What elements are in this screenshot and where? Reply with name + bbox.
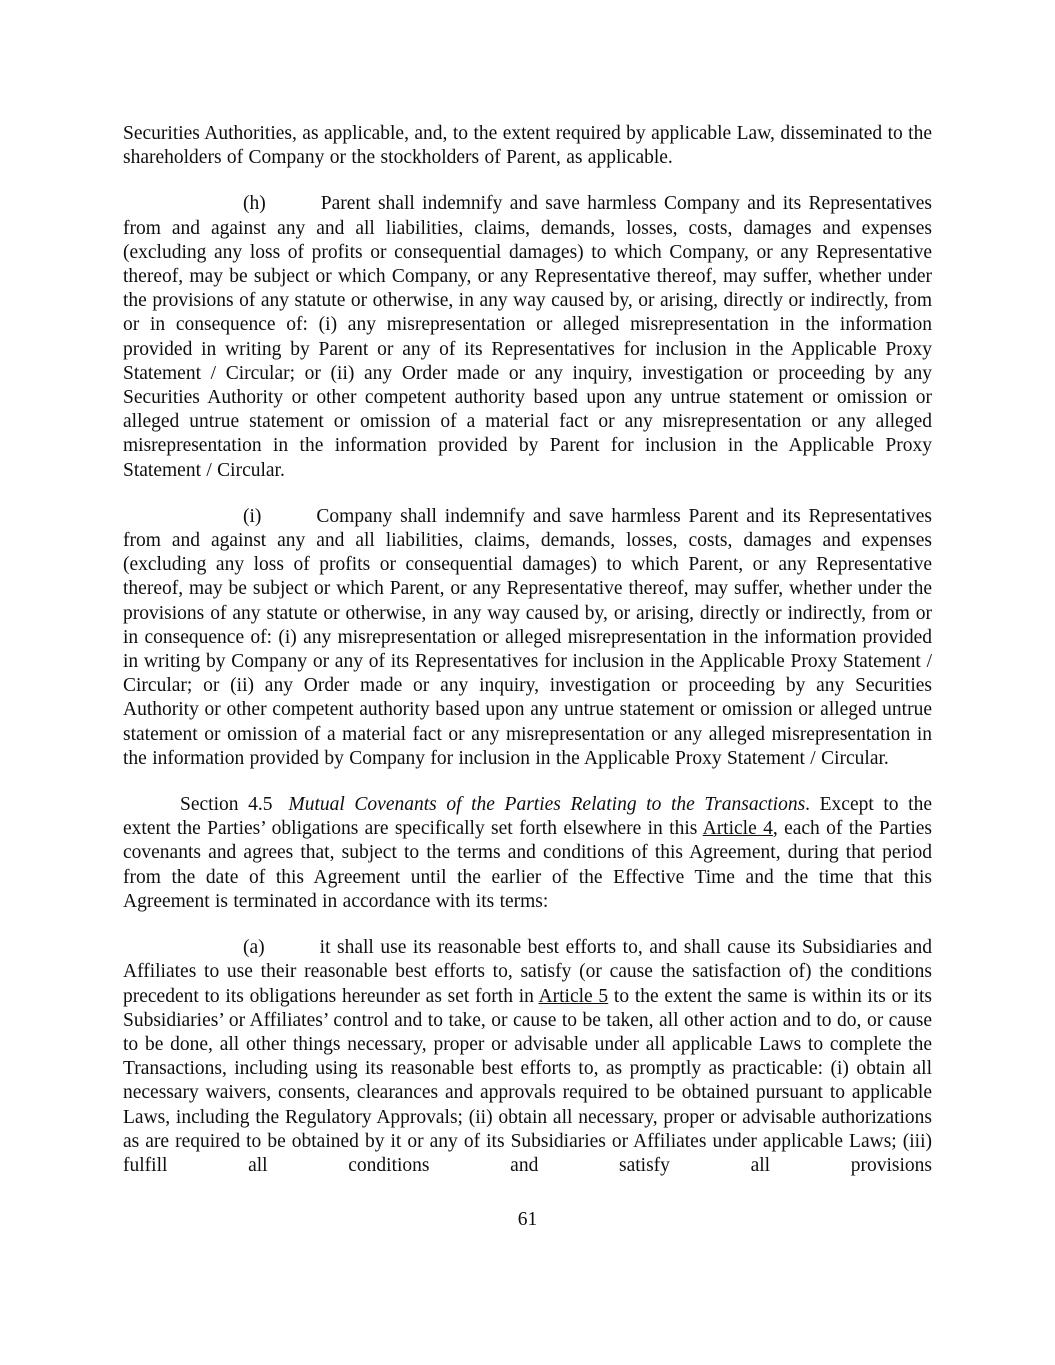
paragraph-h [123,192,932,482]
paragraph-a [123,936,932,1178]
paragraph-h-label: (h) [243,193,266,215]
section-4-5-label: Section 4.5 [180,794,273,816]
paragraph-h-text: Parent shall indemnify and save harmless Company and its Representatives from and against any and all liabilities, claims, demands, losses, costs, damages and expenses (excluding any loss of profits or consequential damages) to which Company, or any Representative thereof, may be subject or which Company, or any Representative thereof, may suffer, whether under the provisions of any statute or otherwise, in any way caused by, or arising, directly or indirectly, from or in consequence of: (i) any misrepresentation or alleged misrepresentation in the information provided in writing by Parent or any of its Representatives for inclusion in the Applicable Proxy Statement / Circular; or (ii) any Order made or any inquiry, investigation or proceeding by any Securities Authority or other competent authority based upon any untrue statement or omission or alleged untrue statement or omission of a material fact or any misrepresentation or any alleged misrepresentation in the information provided by Parent for inclusion in the Applicable Proxy Statement / Circular. [123,193,932,481]
paragraph-a-label: (a) [243,937,265,959]
paragraph-i [123,505,932,771]
article-5-reference: Article 5 [538,985,609,1007]
section-4-5-text-after-title: . Except to the extent the Parties’ obligations are specifically set forth elsewhere in this [123,794,932,840]
article-4-reference: Article 4 [702,818,773,840]
paragraph-section-4-5 [123,793,932,914]
page-number: 61 [517,1209,538,1230]
text-block [123,122,932,1200]
section-4-5-title: Mutual Covenants of the Parties Relating to the Transactions [288,794,806,816]
paragraph-a-text-after-link: to the extent the same is within its or its Subsidiaries’ or Affiliates’ control and to take, or cause to be taken, all other action and to do, or cause to be done, all other things necessary, proper or advisable under all applicable Laws to complete the Transactions, including using its reasonable best efforts to, as promptly as practicable: (i) obtain all necessary waivers, consents, clearances and approvals required to be obtained pursuant to applicable Laws, including the Regulatory Approvals; (ii) obtain all necessary, proper or advisable authorizations as are required to be obtained by it or any of its Subsidiaries or Affiliates under applicable Laws; (iii) fulfill all conditions and satisfy all provisions [123,985,932,1176]
paragraph-continuation [123,122,932,170]
section-4-5-text-rest: , each of the Parties covenants and agrees that, subject to the terms and conditions of this Agreement, during that period from the date of this Agreement until the earlier of the Effective Time and the time that this Agreement is terminated in accordance with its terms: [123,818,933,912]
paragraph-i-text: Company shall indemnify and save harmless Parent and its Representatives from and against any and all liabilities, claims, demands, losses, costs, damages and expenses (excluding any loss of profits or consequential damages) to which Parent, or any Representative thereof, may be subject or which Parent, or any Representative thereof, may suffer, whether under the provisions of any statute or otherwise, in any way caused by, or arising, directly or indirectly, from or in consequence of: (i) any misrepresentation or alleged misrepresentation in the information provided in writing by Company or any of its Representatives for inclusion in the Applicable Proxy Statement / Circular; or (ii) any Order made or any inquiry, investigation or proceeding by any Securities Authority or other competent authority based upon any untrue statement or omission or alleged untrue statement or omission of a material fact or any misrepresentation or any alleged misrepresentation in the information provided by Company for inclusion in the Applicable Proxy Statement / Circular. [123,505,932,769]
paragraph-continuation-text: Securities Authorities, as applicable, and, to the extent required by applicable Law, disseminated to the shareholders of Company or the stockholders of Parent, as applicable. [123,123,932,169]
paragraph-i-label: (i) [243,505,262,527]
paragraph-a-text-before-link: it shall use its reasonable best efforts to, and shall cause its Subsidiaries and Affiliates to use their reasonable best efforts to, satisfy (or cause the satisfaction of) the conditions precedent to its obligations hereunder as set forth in [123,937,932,1007]
